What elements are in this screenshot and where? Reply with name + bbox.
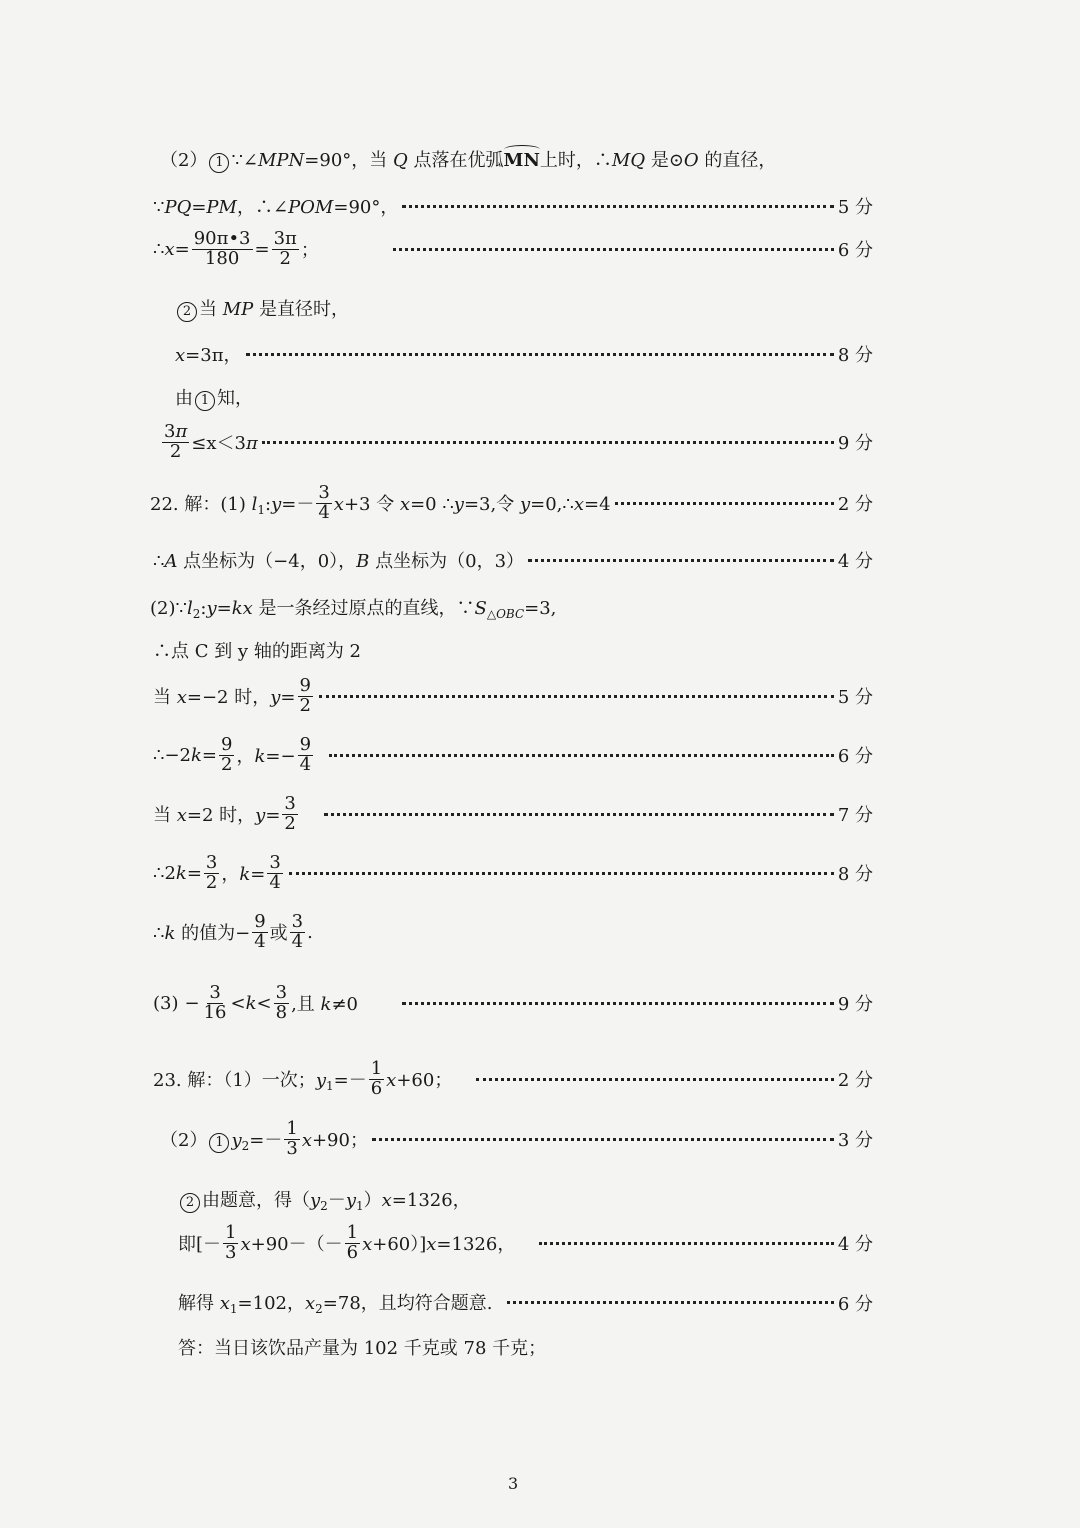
answer-line: $\frac{3\pi}{2}$ ≤x＜3π 9 分 bbox=[164, 421, 873, 462]
answer-line: 23. 解：（1）一次；$y_1=-$ $\frac{1}{6}$ x+60； 2 分 bbox=[153, 1058, 873, 1099]
answer-text: 答：当日该饮品产量为 102 千克或 78 千克； bbox=[178, 1338, 547, 1359]
answer-line: (3) − $\frac{3}{16}$ <k< $\frac{3}{8}$ ,且 k≠0 9 分 bbox=[153, 982, 873, 1023]
score-label: 6 分 bbox=[837, 746, 873, 768]
score-label: 4 分 bbox=[837, 551, 873, 572]
score-label: 4 分 bbox=[837, 1234, 873, 1256]
answer-line: $(2)\because l_2:y=kx$ 是一条经过原点的直线，$\because S_{\triangle OBC}=3$, bbox=[150, 598, 557, 621]
score-label: 5 分 bbox=[837, 197, 873, 218]
answer-line: （2） 1 ∵∠MPN=90°，当 Q 点落在优弧MN上时，∴MQ 是⊙O 的直径， bbox=[160, 150, 777, 171]
answer-line: 22. 解：(1) $l_1:y=-$ $\frac{3}{4}$ x+3 令 x=0 ∴y=3,令 y=0,∴x=4 2 分 bbox=[150, 482, 873, 523]
answer-line: （2） 1 $y_2=-$ $\frac{1}{3}$ x+90； 3 分 bbox=[160, 1118, 873, 1159]
score-label: 3 分 bbox=[837, 1130, 873, 1152]
answer-line: 2 当 MP 是直径时， bbox=[175, 295, 349, 322]
answer-line: 解得 $x_1=102$，$x_2=78$，且均符合题意. 6 分 bbox=[178, 1289, 873, 1316]
answer-line: 当 x=2 时，y= $\frac{3}{2}$ 7 分 bbox=[153, 793, 873, 834]
answer-line bbox=[178, 1334, 546, 1360]
answer-line bbox=[153, 637, 361, 663]
score-label: 6 分 bbox=[837, 1293, 873, 1315]
score-label: 2 分 bbox=[837, 494, 873, 516]
answer-line: ∴x= $\frac{90\pi•3}{180}$ = $\frac{3\pi}{2}$ ； 6 分 bbox=[153, 228, 873, 269]
answer-line: 由 1 知， bbox=[175, 388, 253, 409]
answer-line: 当 x=−2 时，y= $\frac{9}{2}$ 5 分 bbox=[153, 675, 873, 716]
answer-line: ∵PQ=PM，∴∠POM=90°， 5 分 bbox=[153, 193, 873, 219]
answer-line: ∴k 的值为− $\frac{9}{4}$ 或 $\frac{3}{4}$ . bbox=[153, 911, 313, 952]
score-label: 6 分 bbox=[837, 240, 873, 262]
page-number: 3 bbox=[508, 1474, 519, 1493]
answer-line: ∴−2k= $\frac{9}{2}$ ，k=− $\frac{9}{4}$ 6 分 bbox=[153, 734, 873, 775]
answer-line: x=3π， 8 分 bbox=[175, 341, 873, 367]
answer-line: 即[－ $\frac{1}{3}$ x+90－（－ $\frac{1}{6}$ x+60）]x=1326， 4 分 bbox=[178, 1222, 873, 1263]
score-label: 9 分 bbox=[837, 433, 873, 455]
score-label: 2 分 bbox=[837, 1070, 873, 1092]
score-label: 9 分 bbox=[837, 994, 873, 1016]
score-label: 8 分 bbox=[837, 345, 873, 366]
answer-line: ∴A 点坐标为（−4，0），B 点坐标为（0，3） 4 分 bbox=[153, 547, 873, 573]
answer-text: ∴点 C 到 y 轴的距离为 2 bbox=[153, 641, 362, 662]
score-label: 5 分 bbox=[837, 687, 873, 709]
answer-line: 2 由题意，得$(y_2-y_1)x=1326$， bbox=[178, 1186, 471, 1213]
score-label: 7 分 bbox=[837, 805, 873, 827]
score-label: 8 分 bbox=[837, 864, 873, 886]
answer-line: ∴2k= $\frac{3}{2}$ ，k= $\frac{3}{4}$ 8 分 bbox=[153, 852, 873, 893]
